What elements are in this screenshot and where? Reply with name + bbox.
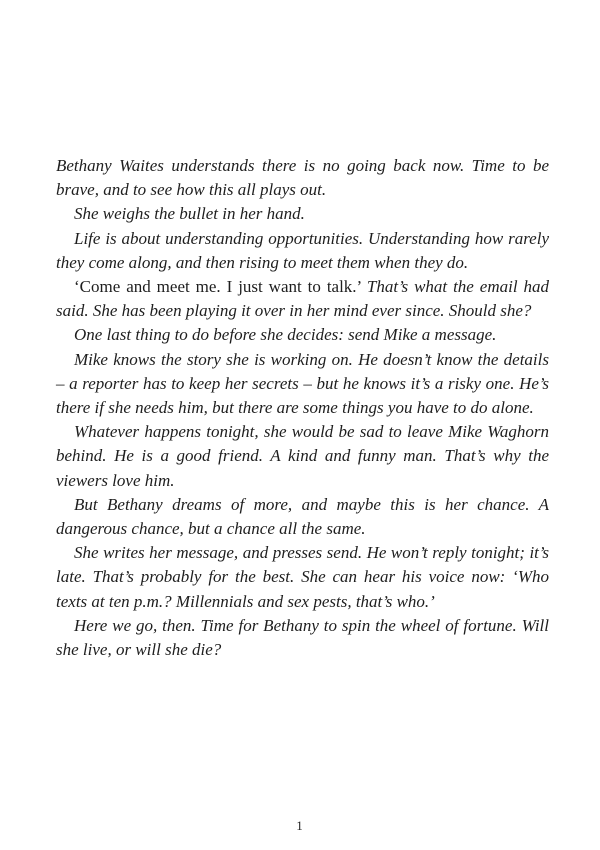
paragraph — [56, 227, 549, 275]
paragraph — [56, 154, 549, 202]
paragraph — [56, 420, 549, 493]
paragraph — [56, 275, 549, 323]
paragraph-segment: That’s what the email had said. She has been playing it over in her mind ever since. Should she? — [56, 277, 549, 321]
paragraph-segment: Mike knows the story she is working on. He doesn’t know the details – a reporter has to keep her secrets – but he knows it’s a risky one. He’s there if she needs him, but there are some things you have to do alone. — [56, 349, 549, 418]
page-number: 1 — [296, 818, 304, 833]
paragraph — [56, 323, 549, 347]
paragraph-segment: ‘Come and meet me. I just want to talk.’ — [74, 277, 367, 297]
paragraph — [56, 614, 549, 662]
paragraph-segment: Whatever happens tonight, she would be sad to leave Mike Waghorn behind. He is a good friend. A kind and funny man. That’s why the viewers love him. — [56, 422, 549, 490]
paragraph — [56, 541, 549, 614]
paragraph-segment: Bethany Waites understands there is no going back now. Time to be brave, and to see how this all plays out. — [56, 156, 549, 200]
paragraph — [56, 493, 549, 541]
paragraph-segment: Life is about understanding opportunities. Understanding how rarely they come along, and then rising to meet them when they do. — [56, 228, 549, 272]
paragraph-segment: One last thing to do before she decides: send Mike a message. — [74, 325, 497, 345]
body-text — [56, 154, 549, 662]
paragraph — [56, 202, 549, 226]
paragraph-segment: She writes her message, and presses send. He won’t reply tonight; it’s late. That’s probably for the best. She can hear his voice now: ‘Who texts at ten p.m.? Millennials and sex pests, that’s who.’ — [56, 543, 549, 611]
paragraph — [56, 348, 549, 421]
paragraph-segment: But Bethany dreams of more, and maybe this is her chance. A dangerous chance, but a chance all the same. — [56, 494, 549, 539]
paragraph-segment: Here we go, then. Time for Bethany to spin the wheel of fortune. Will she live, or will she die? — [56, 615, 549, 660]
paragraph-segment: She weighs the bullet in her hand. — [74, 204, 305, 224]
